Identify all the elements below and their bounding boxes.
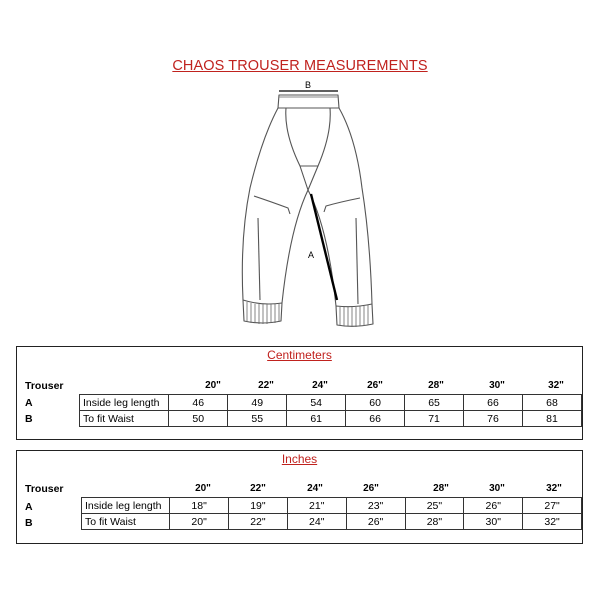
table-row bbox=[82, 514, 582, 530]
cell: 55 bbox=[228, 411, 287, 427]
cell: 54 bbox=[287, 395, 346, 411]
cell: 32" bbox=[523, 514, 582, 530]
table-row bbox=[82, 498, 582, 514]
size-header: 28" bbox=[433, 483, 449, 494]
row-label: Inside leg length bbox=[80, 395, 169, 411]
cell: 26" bbox=[346, 514, 405, 530]
cell: 30" bbox=[464, 514, 523, 530]
row-label: To fit Waist bbox=[82, 514, 170, 530]
trouser-header-cm: Trouser bbox=[25, 380, 64, 392]
cell: 61 bbox=[287, 411, 346, 427]
size-header: 32" bbox=[548, 380, 564, 391]
size-header: 30" bbox=[489, 380, 505, 391]
cell: 46 bbox=[169, 395, 228, 411]
cell: 22" bbox=[229, 514, 288, 530]
size-header: 20" bbox=[195, 483, 211, 494]
row-label: Inside leg length bbox=[82, 498, 170, 514]
cell: 65 bbox=[405, 395, 464, 411]
cell: 23" bbox=[346, 498, 405, 514]
cell: 25" bbox=[405, 498, 464, 514]
page-title: CHAOS TROUSER MEASUREMENTS bbox=[172, 58, 428, 74]
inches-panel bbox=[16, 450, 583, 544]
cell: 24" bbox=[287, 514, 346, 530]
cell: 18" bbox=[170, 498, 229, 514]
inches-table bbox=[81, 497, 582, 530]
table-row bbox=[80, 395, 582, 411]
size-header: 30" bbox=[489, 483, 505, 494]
measure-label-a: A bbox=[307, 250, 315, 260]
size-header: 26" bbox=[367, 380, 383, 391]
centimeters-heading: Centimeters bbox=[267, 348, 332, 362]
measure-label-b: B bbox=[304, 80, 312, 90]
cell: 66 bbox=[464, 395, 523, 411]
centimeters-table bbox=[79, 394, 582, 427]
size-header: 24" bbox=[307, 483, 323, 494]
size-header: 32" bbox=[546, 483, 562, 494]
cell: 71 bbox=[405, 411, 464, 427]
cell: 60 bbox=[346, 395, 405, 411]
cell: 26" bbox=[464, 498, 523, 514]
size-header: 26" bbox=[363, 483, 379, 494]
row-key-b-in: B bbox=[25, 517, 33, 529]
row-label: To fit Waist bbox=[80, 411, 169, 427]
cell: 27" bbox=[523, 498, 582, 514]
table-row bbox=[80, 411, 582, 427]
cell: 81 bbox=[523, 411, 582, 427]
cell: 21" bbox=[287, 498, 346, 514]
size-header: 28" bbox=[428, 380, 444, 391]
row-key-a-cm: A bbox=[25, 397, 33, 409]
cell: 76 bbox=[464, 411, 523, 427]
cell: 20" bbox=[170, 514, 229, 530]
row-key-b-cm: B bbox=[25, 413, 33, 425]
size-header: 22" bbox=[258, 380, 274, 391]
cell: 49 bbox=[228, 395, 287, 411]
measure-line-a bbox=[311, 194, 337, 300]
size-header: 20" bbox=[205, 380, 221, 391]
cell: 19" bbox=[229, 498, 288, 514]
size-header: 24" bbox=[312, 380, 328, 391]
centimeters-panel bbox=[16, 346, 583, 440]
inches-heading: Inches bbox=[281, 452, 318, 466]
cell: 66 bbox=[346, 411, 405, 427]
cell: 50 bbox=[169, 411, 228, 427]
cell: 68 bbox=[523, 395, 582, 411]
trouser-header-in: Trouser bbox=[25, 483, 64, 495]
size-header: 22" bbox=[250, 483, 266, 494]
trouser-diagram bbox=[180, 78, 420, 338]
row-key-a-in: A bbox=[25, 501, 33, 513]
cell: 28" bbox=[405, 514, 464, 530]
